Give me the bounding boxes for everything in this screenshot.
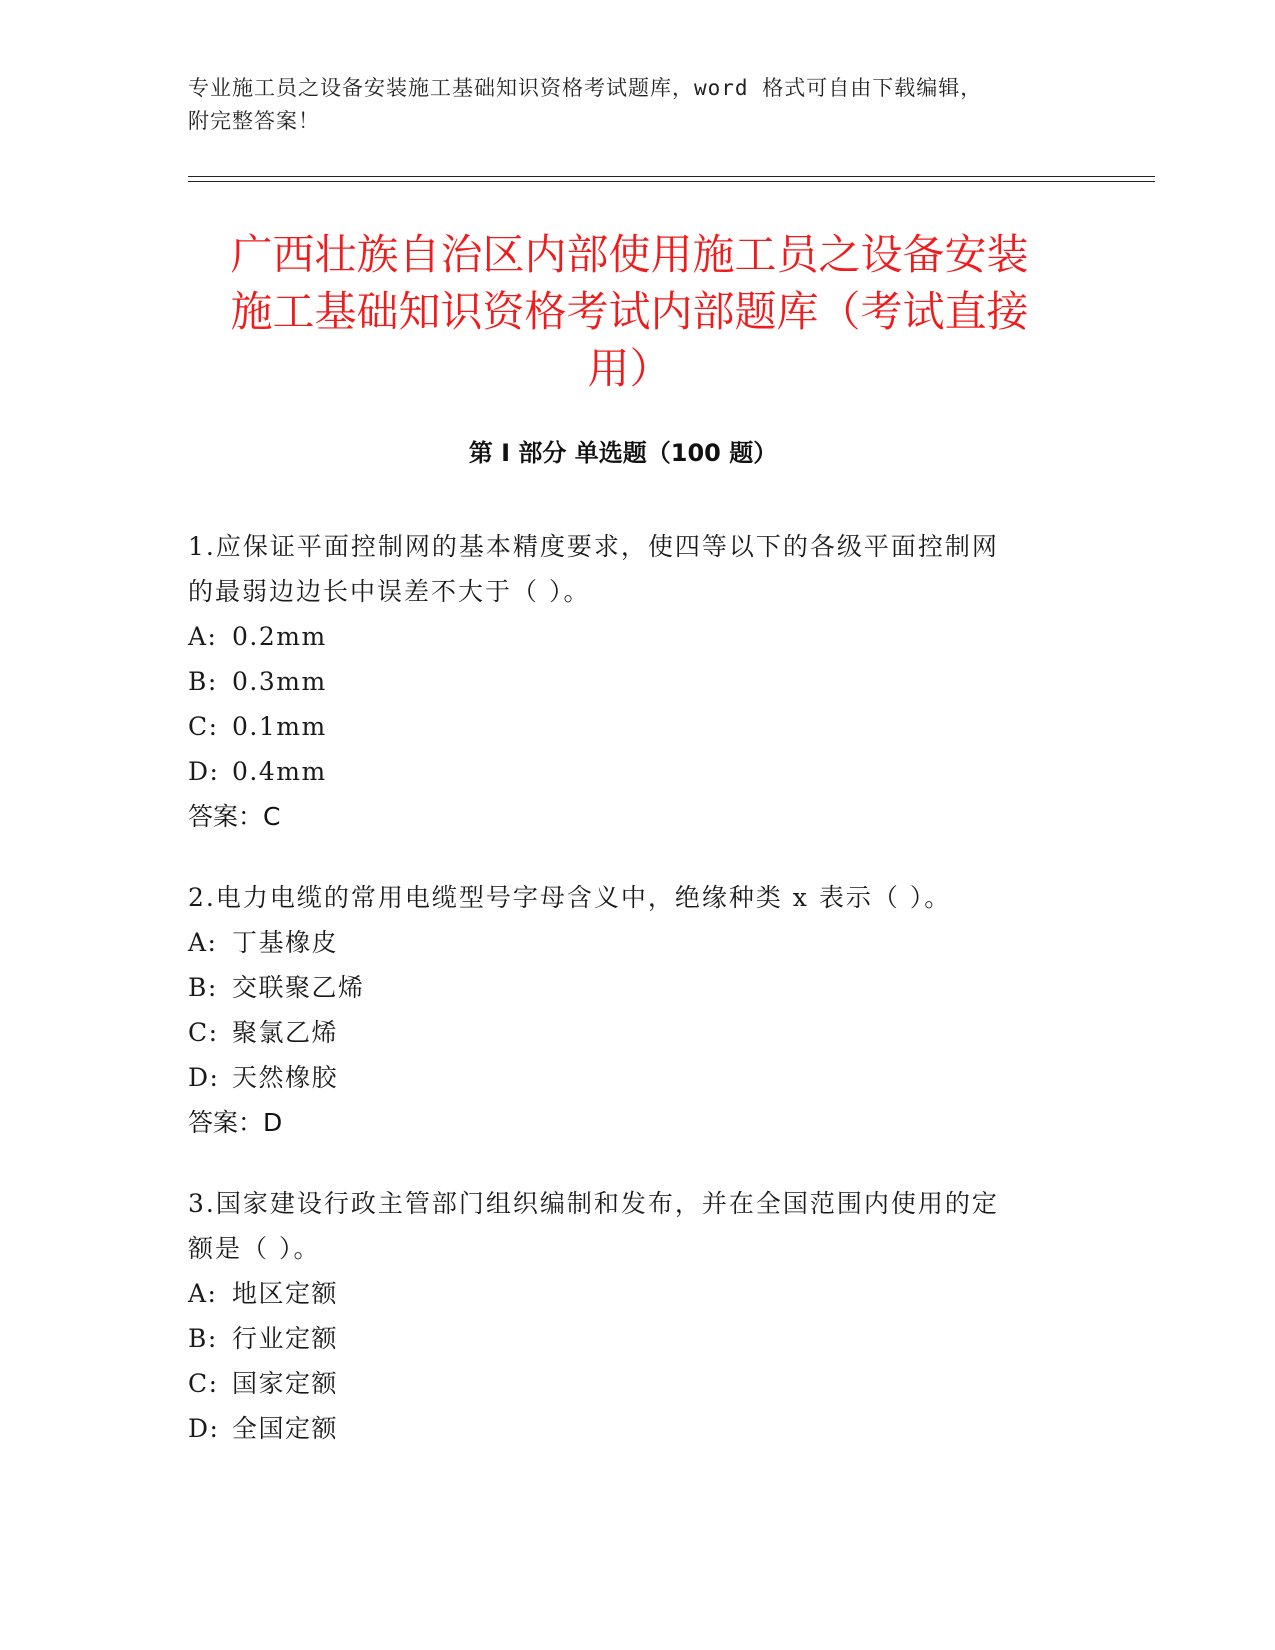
question-stem-line-2: 额是（ ）。 <box>188 1234 321 1263</box>
option-text: 地区定额 <box>232 1279 339 1308</box>
option-text: 0.1mm <box>232 712 327 741</box>
option-d <box>188 749 1058 794</box>
title-line-3: 用） <box>587 344 672 393</box>
option-key: C: <box>188 1018 219 1047</box>
header-divider <box>188 176 1155 182</box>
document-title <box>188 226 1071 397</box>
option-d <box>188 1406 1058 1451</box>
option-key: B: <box>188 667 218 696</box>
intro-text <box>188 72 1088 138</box>
option-c <box>188 1010 1058 1055</box>
option-b <box>188 1316 1058 1361</box>
option-text: 0.4mm <box>232 757 327 786</box>
option-key: C: <box>188 712 219 741</box>
option-d <box>188 1055 1058 1100</box>
option-text: 0.3mm <box>232 667 327 696</box>
option-key: D: <box>188 1414 220 1443</box>
option-a <box>188 1271 1058 1316</box>
option-c <box>188 1361 1058 1406</box>
option-text: 丁基橡皮 <box>232 928 339 957</box>
option-key: A: <box>188 928 218 957</box>
option-text: 聚氯乙烯 <box>232 1018 339 1047</box>
question-3 <box>188 1181 1058 1451</box>
option-key: C: <box>188 1369 219 1398</box>
title-line-2: 施工基础知识资格考试内部题库（考试直接 <box>230 287 1029 336</box>
option-text: 0.2mm <box>232 622 327 651</box>
answer: 答案：D <box>188 1108 283 1137</box>
option-key: D: <box>188 757 220 786</box>
question-stem-line-1: 2.电力电缆的常用电缆型号字母含义中，绝缘种类 x 表示（ ）。 <box>188 883 952 912</box>
option-b <box>188 965 1058 1010</box>
option-text: 天然橡胶 <box>232 1063 339 1092</box>
option-key: B: <box>188 1324 218 1353</box>
question-2 <box>188 875 1058 1145</box>
option-key: B: <box>188 973 218 1002</box>
option-key: D: <box>188 1063 220 1092</box>
option-key: A: <box>188 1279 218 1308</box>
question-list <box>188 524 1058 1487</box>
answer: 答案：C <box>188 802 281 831</box>
option-a <box>188 920 1058 965</box>
question-1 <box>188 524 1058 839</box>
section-heading: 第 I 部分 单选题（100 题） <box>468 439 778 467</box>
option-c <box>188 704 1058 749</box>
question-stem-line-2: 的最弱边边长中误差不大于（ ）。 <box>188 577 591 606</box>
intro-line-2: 附完整答案！ <box>188 109 320 133</box>
option-text: 全国定额 <box>232 1414 339 1443</box>
intro-line-1: 专业施工员之设备安装施工基础知识资格考试题库，word 格式可自由下载编辑， <box>188 76 983 100</box>
option-b <box>188 659 1058 704</box>
option-text: 国家定额 <box>232 1369 339 1398</box>
option-text: 行业定额 <box>232 1324 339 1353</box>
title-line-1: 广西壮族自治区内部使用施工员之设备安装 <box>230 230 1029 279</box>
option-a <box>188 614 1058 659</box>
option-text: 交联聚乙烯 <box>232 973 365 1002</box>
option-key: A: <box>188 622 218 651</box>
question-stem-line-1: 3.国家建设行政主管部门组织编制和发布，并在全国范围内使用的定 <box>188 1189 999 1218</box>
question-stem-line-1: 1.应保证平面控制网的基本精度要求，使四等以下的各级平面控制网 <box>188 532 999 561</box>
